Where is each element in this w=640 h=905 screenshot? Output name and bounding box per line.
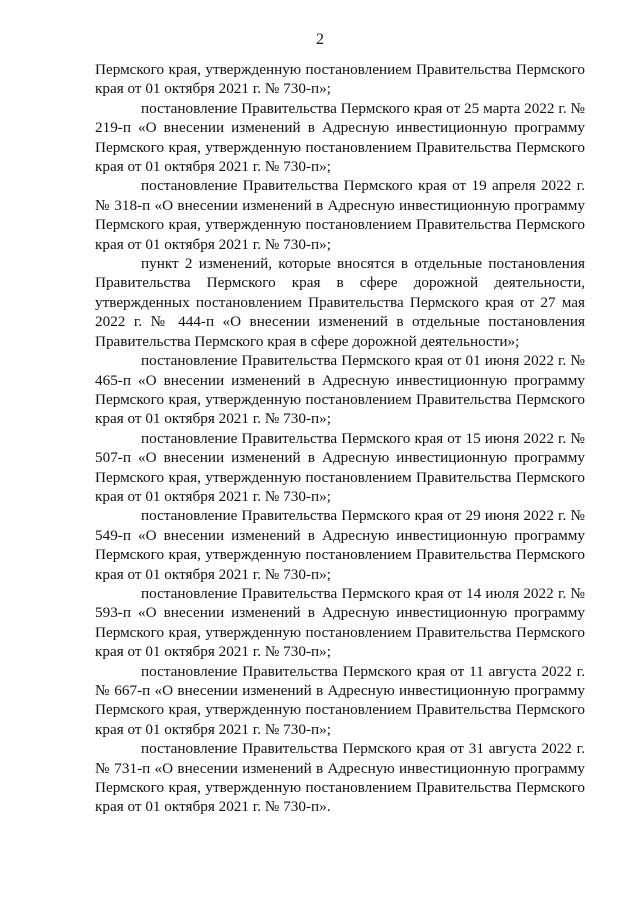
paragraph-item: постановление Правительства Пермского края от 25 марта 2022 г. № 219-п «О внесении изменений в Адресную инвестиционную программу Пермского края, утвержденную постановлением Правительства Пермского края от 01 октября 2021 г. № 730-п»; [95, 99, 585, 176]
paragraph-item: постановление Правительства Пермского края от 31 августа 2022 г. № 731-п «О внесении изменений в Адресную инвестиционную программу Пермского края, утвержденную постановлением Правительства Пермского края от 01 октября 2021 г. № 730-п». [95, 740, 585, 816]
paragraph-item: постановление Правительства Пермского края от 19 апреля 2022 г. № 318-п «О внесении изменений в Адресную инвестиционную программу Пермского края, утвержденную постановлением Правительства Пермского края от 01 октября 2021 г. № 730-п»; [95, 177, 585, 253]
paragraph-item: постановление Правительства Пермского края от 01 июня 2022 г. № 465-п «О внесении изменений в Адресную инвестиционную программу Пермского края, утвержденную постановлением Правительства Пермского края от 01 октября 2021 г. № 730-п»; [95, 352, 585, 428]
paragraph-item: постановление Правительства Пермского края от 14 июля 2022 г. № 593-п «О внесении изменений в Адресную инвестиционную программу Пермского края, утвержденную постановлением Правительства Пермского края от 01 октября 2021 г. № 730-п»; [95, 584, 585, 661]
paragraph-item: постановление Правительства Пермского края от 29 июня 2022 г. № 549-п «О внесении изменений в Адресную инвестиционную программу Пермского края, утвержденную постановлением Правительства Пермского края от 01 октября 2021 г. № 730-п»; [95, 507, 585, 583]
paragraph-item: пункт 2 изменений, которые вносятся в отдельные постановления Правительства Пермского края в сфере дорожной деятельности, утвержденных постановлением Правительства Пермского края от 27 мая 2022 г. № 444-п «О внесении изменений в отдельные постановления Правительства Пермского края в сфере дорожной деятельности»; [95, 255, 585, 350]
paragraph-item: постановление Правительства Пермского края от 11 августа 2022 г. № 667-п «О внесении изменений в Адресную инвестиционную программу Пермского края, утвержденную постановлением Правительства Пермского края от 01 октября 2021 г. № 730-п»; [95, 662, 585, 738]
document-body [95, 60, 585, 817]
page-number: 2 [316, 31, 324, 48]
paragraph-item: постановление Правительства Пермского края от 15 июня 2022 г. № 507-п «О внесении изменений в Адресную инвестиционную программу Пермского края, утвержденную постановлением Правительства Пермского края от 01 октября 2021 г. № 730-п»; [95, 429, 585, 505]
paragraph-continuation: Пермского края, утвержденную постановлением Правительства Пермского края от 01 октября 2021 г. № 730-п»; [95, 61, 585, 98]
